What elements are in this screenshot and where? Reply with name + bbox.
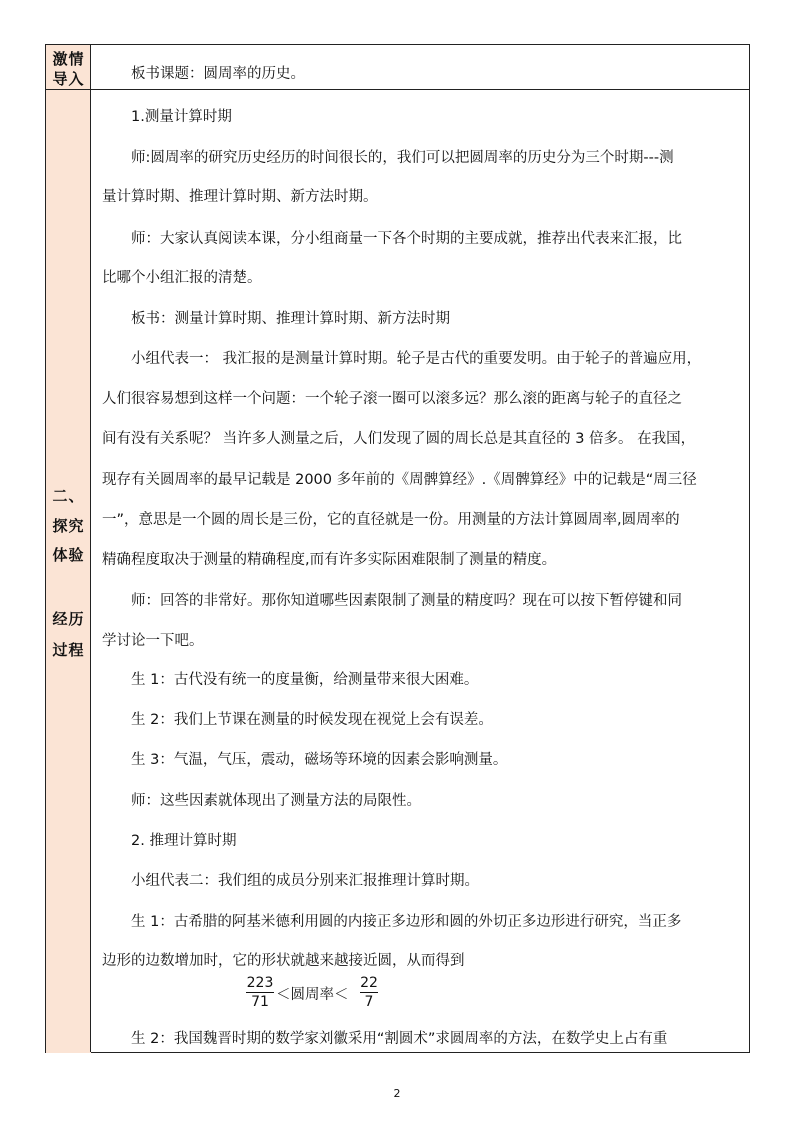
section-heading: 1.测量计算时期 — [131, 109, 232, 125]
paragraph-line: 生 1：古代没有统一的度量衡，给测量带来很大困难。 — [131, 672, 479, 688]
fraction-upper-bound — [360, 975, 378, 1010]
row2-label-cell — [46, 90, 91, 1053]
board-title: 板书课题：圆周率的历史。 — [131, 66, 305, 82]
row1-label-line-1: 激情 — [52, 50, 85, 68]
paragraph-line: 精确程度取决于测量的精确程度,而有许多实际困难限制了测量的精度。 — [102, 552, 557, 568]
paragraph-line: 生 2：我国魏晋时期的数学家刘徽采用“割圆术”求圆周率的方法，在数学史上占有重 — [131, 1031, 668, 1047]
paragraph-line: 师:圆周率的研究历史经历的时间很长的，我们可以把圆周率的历史分为三个时期---测 — [131, 150, 674, 166]
paragraph-line: 量计算时期、推理计算时期、新方法时期。 — [102, 189, 378, 205]
paragraph-line: 板书：测量计算时期、推理计算时期、新方法时期 — [131, 311, 450, 327]
row1-label-line-2: 导入 — [52, 70, 85, 88]
row2-label-line-4: 经历 — [52, 610, 85, 628]
paragraph-line: 间有没有关系呢？ 当许多人测量之后，人们发现了圆的周长总是其直径的 3 倍多。 在我国， — [102, 431, 696, 447]
paragraph-line: 师：这些因素就体现出了测量方法的局限性。 — [131, 793, 421, 809]
row2-label-line-3: 体验 — [52, 546, 85, 564]
fraction-bar — [360, 992, 378, 993]
paragraph-line: 学讨论一下吧。 — [102, 633, 204, 649]
fraction-numerator: 22 — [360, 975, 378, 991]
paragraph-line: 生 3：气温，气压，震动，磁场等环境的因素会影响测量。 — [131, 752, 508, 768]
page-number: 2 — [393, 1087, 401, 1100]
lesson-table — [45, 44, 750, 1053]
fraction-denominator: 7 — [364, 994, 374, 1010]
fraction-numerator: 223 — [246, 975, 274, 991]
formula-middle: ＜圆周率＜ — [276, 987, 349, 1003]
fraction-denominator: 71 — [251, 994, 269, 1010]
paragraph-line: 比哪个小组汇报的清楚。 — [102, 270, 262, 286]
paragraph-line: 人们很容易想到这样一个问题：一个轮子滚一圈可以滚多远？那么滚的距离与轮子的直径之 — [102, 391, 682, 407]
row2-label-line-2: 探究 — [52, 517, 85, 535]
paragraph-line: 现存有关圆周率的最早记载是 2000 多年前的《周髀算经》.《周髀算经》中的记载是“周三径 — [102, 472, 697, 488]
paragraph-line: 生 2：我们上节课在测量的时候发现在视觉上会有误差。 — [131, 712, 493, 728]
paragraph-line: 边形的边数增加时，它的形状就越来越接近圆，从而得到 — [102, 953, 465, 969]
paragraph-line: 师：大家认真阅读本课，分小组商量一下各个时期的主要成就，推荐出代表来汇报，比 — [131, 231, 682, 247]
row2-label-line-5: 过程 — [52, 641, 85, 659]
paragraph-line: 生 1：古希腊的阿基米德利用圆的内接正多边形和圆的外切正多边形进行研究，当正多 — [131, 914, 682, 930]
fraction-lower-bound — [246, 975, 274, 1010]
section-heading: 2. 推理计算时期 — [131, 833, 237, 849]
paragraph-line: 一”，意思是一个圆的周长是三份，它的直径就是一份。用测量的方法计算圆周率,圆周率的 — [102, 512, 680, 528]
row2-label-line-1: 二、 — [52, 487, 85, 505]
paragraph-line: 小组代表二：我们组的成员分别来汇报推理计算时期。 — [131, 873, 479, 889]
row-divider — [46, 89, 749, 90]
fraction-bar — [246, 992, 274, 993]
paragraph-line: 小组代表一： 我汇报的是测量计算时期。轮子是古代的重要发明。由于轮子的普遍应用， — [131, 351, 702, 367]
paragraph-line: 师：回答的非常好。那你知道哪些因素限制了测量的精度吗？现在可以按下暂停键和同 — [131, 593, 682, 609]
